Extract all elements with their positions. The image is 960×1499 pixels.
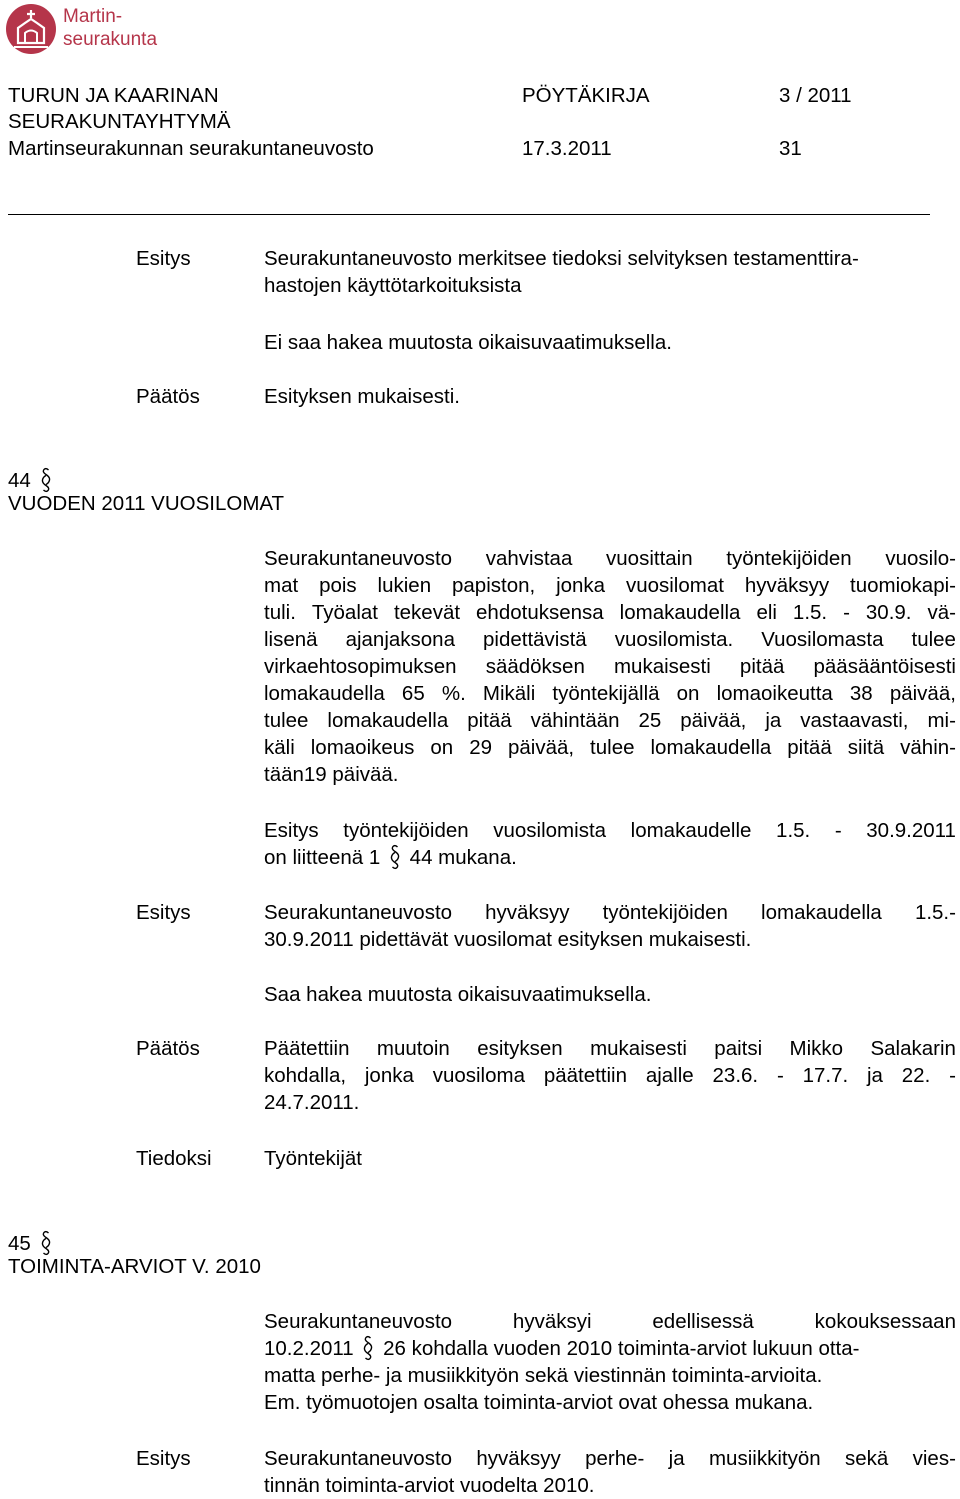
word: tuomiokapi- — [850, 574, 956, 597]
word: paitsi — [714, 1037, 763, 1060]
s44-attachment-line-2a: on liitteenä 1 — [264, 846, 381, 869]
s44-paatos-line-2 — [264, 1062, 956, 1089]
paatos-text-44 — [264, 1035, 956, 1116]
logo-line-1: Martin- — [63, 6, 123, 27]
esitys-label-1: Esitys — [136, 247, 191, 270]
word: eli — [756, 601, 777, 624]
word: lomakaudella — [327, 709, 449, 732]
word: hyväksyy — [744, 574, 830, 597]
s44-esitys-line-1 — [264, 899, 956, 926]
word: sekä — [844, 1447, 889, 1470]
word: vastaavasti, — [800, 709, 909, 732]
s44-body-line-4 — [264, 626, 956, 653]
paatos-label-1: Päätös — [136, 385, 200, 408]
word: 22. — [901, 1064, 931, 1087]
word: mi- — [927, 709, 956, 732]
word: hyväksyy — [485, 901, 570, 924]
section-45-number-text: 45 — [8, 1232, 31, 1255]
s45-esitys-line-2: tinnän toiminta-arviot vuodelta 2010. — [264, 1474, 595, 1497]
paatos-label-44: Päätös — [136, 1037, 200, 1060]
s44-paatos-line-1 — [264, 1035, 956, 1062]
word: 38 — [849, 682, 873, 705]
word: päivää, — [680, 709, 747, 732]
word: työntekijällä — [552, 682, 660, 705]
word: - — [776, 1064, 784, 1087]
word: Työalat — [311, 601, 378, 624]
s44-body-line-1 — [264, 545, 956, 572]
word: on — [430, 736, 454, 759]
word: 30.9.2011 — [866, 819, 956, 842]
s44-body-line-2 — [264, 572, 956, 599]
word: vuosilo- — [885, 547, 956, 570]
esitys-label-44: Esitys — [136, 901, 191, 924]
header-issue: 3 / 2011 — [779, 84, 852, 107]
word: Esitys — [264, 819, 319, 842]
word: vä- — [927, 601, 956, 624]
tiedoksi-label: Tiedoksi — [136, 1147, 212, 1170]
word: pitää — [467, 709, 512, 732]
word: - — [834, 819, 842, 842]
word: Vuosilomasta — [761, 628, 884, 651]
s45-body-line-2 — [264, 1335, 956, 1362]
s45-body-line-2b: 26 kohdalla vuoden 2010 toiminta-arviot lukuun otta- — [383, 1337, 860, 1360]
word: virkaehtosopimuksen — [264, 655, 457, 678]
paatos-text-1: Esityksen mukaisesti. — [264, 385, 460, 408]
appeal-44: Saa hakea muutosta oikaisuvaatimuksella. — [264, 983, 652, 1006]
section-44-body — [264, 545, 956, 788]
section-sign-icon — [41, 467, 51, 493]
esitys-1-line-1: Seurakuntaneuvosto merkitsee tiedoksi selvityksen testamenttira- — [264, 247, 859, 270]
word: lomakaudella — [761, 901, 882, 924]
word: Mikäli — [482, 682, 536, 705]
s45-body-line-4: Em. työmuotojen osalta toiminta-arviot ovat ohessa mukana. — [264, 1391, 814, 1414]
esitys-label-45: Esitys — [136, 1447, 191, 1470]
word: vuosiloma — [432, 1064, 525, 1087]
section-sign-icon — [41, 1230, 51, 1256]
appeal-1: Ei saa hakea muutosta oikaisuvaatimuksella. — [264, 331, 672, 354]
word: tulee — [911, 628, 956, 651]
word: Seurakuntaneuvosto — [264, 901, 453, 924]
esitys-text-45 — [264, 1445, 956, 1499]
header-rule — [8, 214, 930, 215]
word: jonka — [556, 574, 606, 597]
section-45-title: TOIMINTA-ARVIOT V. 2010 — [8, 1255, 261, 1278]
esitys-text-1 — [264, 245, 859, 299]
word: ja — [668, 1447, 685, 1470]
header-date: 17.3.2011 — [522, 137, 612, 160]
s44-body-line-5 — [264, 653, 956, 680]
word: 1.5. — [792, 601, 828, 624]
word: hyväksyi — [512, 1310, 592, 1333]
word: 25 — [638, 709, 662, 732]
logo-line-2: seurakunta — [63, 29, 158, 50]
s44-attachment-line-1 — [264, 817, 956, 844]
word: 65 — [401, 682, 425, 705]
s44-paatos-line-3: 24.7.2011. — [264, 1091, 360, 1114]
s44-esitys-line-2: 30.9.2011 pidettävät vuosilomat esityksen mukaisesti. — [264, 928, 752, 951]
word: käli — [264, 736, 295, 759]
header-page: 31 — [779, 137, 802, 160]
word: säädöksen — [485, 655, 585, 678]
word: lomaoikeutta — [716, 682, 833, 705]
word: päätettiin — [543, 1064, 628, 1087]
s44-body-line-7 — [264, 707, 956, 734]
header-org-1: TURUN JA KAARINAN — [8, 84, 219, 107]
word: vies- — [912, 1447, 956, 1470]
word: pois — [319, 574, 357, 597]
word: 30.9. — [865, 601, 912, 624]
esitys-1-line-2: hastojen käyttötarkoituksista — [264, 274, 522, 297]
word: vähin- — [900, 736, 956, 759]
word: Seurakuntaneuvosto — [264, 1447, 453, 1470]
word: vahvistaa — [485, 547, 573, 570]
word: ehdotuksensa — [476, 601, 604, 624]
tiedoksi-text: Työntekijät — [264, 1147, 362, 1170]
word: tulee — [264, 709, 309, 732]
word: lisenä — [264, 628, 318, 651]
section-sign-icon — [390, 844, 400, 870]
word: 23.6. — [712, 1064, 759, 1087]
header-org-2: SEURAKUNTAYHTYMÄ — [8, 110, 231, 133]
word: siitä — [847, 736, 885, 759]
word: 17.7. — [802, 1064, 849, 1087]
word: %. — [441, 682, 466, 705]
word: vuosilomista — [493, 819, 607, 842]
word: mukaisesti — [613, 655, 711, 678]
word: pidettävistä — [482, 628, 587, 651]
section-44-number-text: 44 — [8, 469, 31, 492]
word: vähintään — [530, 709, 620, 732]
word: kokouksessaan — [814, 1310, 956, 1333]
word: ja — [765, 709, 782, 732]
word: pitää — [739, 655, 785, 678]
s44-attachment-line-2 — [264, 844, 956, 871]
word: pääsääntöisesti — [813, 655, 956, 678]
word: perhe- — [585, 1447, 645, 1470]
word: päivää, — [507, 736, 575, 759]
word: muutoin — [376, 1037, 450, 1060]
word: ajalle — [645, 1064, 694, 1087]
word: vuosilomat — [625, 574, 724, 597]
word: pitää — [787, 736, 832, 759]
word: lukien — [377, 574, 432, 597]
word: mukaisesti — [590, 1037, 687, 1060]
word: tekevät — [393, 601, 461, 624]
word: ja — [867, 1064, 883, 1087]
word: lomakaudella — [264, 682, 385, 705]
word: Salakarin — [870, 1037, 956, 1060]
word: on — [676, 682, 700, 705]
word: jonka — [364, 1064, 414, 1087]
s44-attachment-line-2b: 44 mukana. — [409, 846, 517, 869]
word: ajanjaksona — [345, 628, 455, 651]
logo-wordmark — [63, 5, 157, 51]
header-doc-type: PÖYTÄKIRJA — [522, 84, 650, 107]
s45-body-line-1 — [264, 1308, 956, 1335]
section-45-body — [264, 1308, 956, 1416]
section-sign-icon — [363, 1335, 373, 1361]
word: musiikkityön — [708, 1447, 821, 1470]
esitys-text-44 — [264, 899, 956, 953]
s45-body-line-2a: 10.2.2011 — [264, 1337, 354, 1360]
word: työntekijöiden — [343, 819, 469, 842]
word: edellisessä — [652, 1310, 754, 1333]
word: työntekijöiden — [726, 547, 852, 570]
word: - — [949, 1064, 956, 1087]
word: vuosittain — [606, 547, 693, 570]
s44-attachment — [264, 817, 956, 871]
section-44-title: VUODEN 2011 VUOSILOMAT — [8, 492, 285, 515]
word: päivää, — [889, 682, 956, 705]
word: esityksen — [477, 1037, 563, 1060]
word: työntekijöiden — [602, 901, 728, 924]
word: 29 — [469, 736, 492, 759]
word: lomakaudella — [650, 736, 772, 759]
s44-body-line-3 — [264, 599, 956, 626]
s44-body-line-8 — [264, 734, 956, 761]
word: lomakaudelle — [630, 819, 752, 842]
s45-body-line-3: matta perhe- ja musiikkityön sekä viestinnän toiminta-arvioita. — [264, 1364, 823, 1387]
word: - — [843, 601, 850, 624]
word: hyväksyy — [476, 1447, 561, 1470]
word: Päätettiin — [264, 1037, 350, 1060]
word: Mikko — [789, 1037, 844, 1060]
word: tuli. — [264, 601, 296, 624]
header-body: Martinseurakunnan seurakuntaneuvosto — [8, 137, 374, 160]
word: lomakaudella — [619, 601, 741, 624]
word: vuosilomista. — [614, 628, 734, 651]
s45-esitys-line-1 — [264, 1445, 956, 1472]
church-seal-icon — [5, 3, 57, 55]
word: papiston, — [451, 574, 536, 597]
word: kohdalla, — [264, 1064, 347, 1087]
word: Seurakuntaneuvosto — [264, 1310, 453, 1333]
word: 1.5. — [776, 819, 811, 842]
section-44-number — [8, 467, 55, 493]
section-45-number — [8, 1230, 55, 1256]
word: lomaoikeus — [310, 736, 415, 759]
word: mat — [264, 574, 299, 597]
word: Seurakuntaneuvosto — [264, 547, 453, 570]
word: 1.5.- — [914, 901, 956, 924]
s44-body-line-9: tään19 päivää. — [264, 763, 399, 786]
word: tulee — [590, 736, 635, 759]
s44-body-line-6 — [264, 680, 956, 707]
